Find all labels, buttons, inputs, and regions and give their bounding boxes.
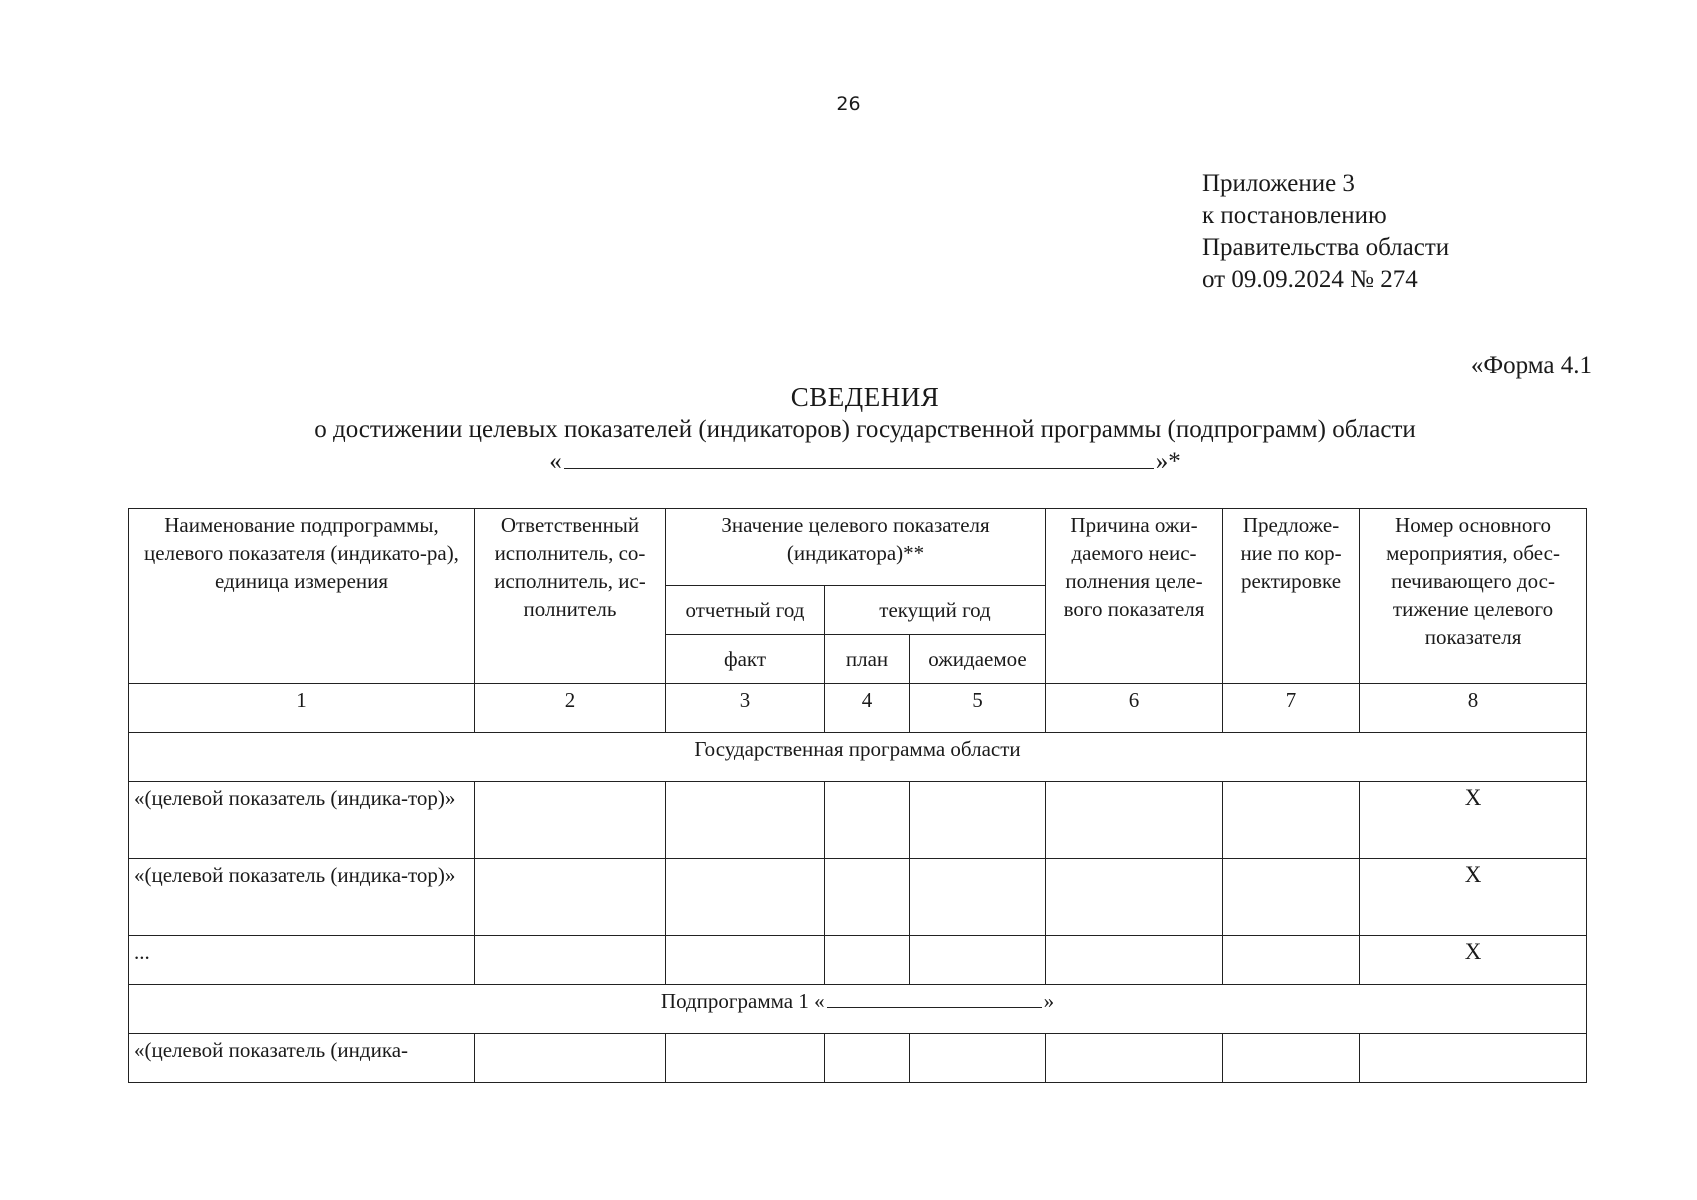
column-number: 6 xyxy=(1046,684,1223,733)
table-cell xyxy=(1223,936,1360,985)
table-cell xyxy=(825,1034,910,1083)
indicator-name: «(целевой показатель (индика-тор)» xyxy=(129,782,475,859)
table-cell xyxy=(910,859,1046,936)
column-number: 8 xyxy=(1360,684,1587,733)
not-applicable-mark: X xyxy=(1360,782,1587,859)
table-cell xyxy=(1360,1034,1587,1083)
table-cell xyxy=(666,859,825,936)
table-cell xyxy=(1223,782,1360,859)
indicator-name: ... xyxy=(129,936,475,985)
column-number: 2 xyxy=(475,684,666,733)
column-number: 1 xyxy=(129,684,475,733)
header-fact: факт xyxy=(666,635,825,684)
header-plan: план xyxy=(825,635,910,684)
table-cell xyxy=(666,1034,825,1083)
blank-underline xyxy=(827,989,1042,1008)
table-row xyxy=(129,936,1587,985)
quote-open: « xyxy=(549,448,562,475)
header-report-year: отчетный год xyxy=(666,586,825,635)
table-cell xyxy=(666,782,825,859)
table-cell xyxy=(825,782,910,859)
table-row xyxy=(129,859,1587,936)
header-measure-number: Номер основного мероприятия, обес-печивающего дос-тижение целевого показателя xyxy=(1360,509,1587,684)
approval-line: к постановлению xyxy=(1202,202,1387,229)
document-title: СВЕДЕНИЯ xyxy=(790,382,940,412)
table-cell xyxy=(1046,859,1223,936)
approval-line: Правительства области xyxy=(1202,234,1450,261)
approval-block xyxy=(1202,168,1449,296)
header-current-year: текущий год xyxy=(825,586,1046,635)
table-row xyxy=(129,782,1587,859)
column-number: 5 xyxy=(910,684,1046,733)
header-reason: Причина ожи-даемого неис-полнения целе-вого показателя xyxy=(1046,509,1223,684)
column-number: 4 xyxy=(825,684,910,733)
column-number: 3 xyxy=(666,684,825,733)
table-cell xyxy=(475,782,666,859)
table-row xyxy=(129,1034,1587,1083)
table-cell xyxy=(910,936,1046,985)
blank-underline xyxy=(564,446,1154,469)
table-cell xyxy=(666,936,825,985)
header-expected: ожидаемое xyxy=(910,635,1046,684)
table-cell xyxy=(1046,936,1223,985)
table-cell xyxy=(1223,1034,1360,1083)
column-numbers-row xyxy=(129,684,1587,733)
indicators-table xyxy=(128,508,1587,1083)
table-cell xyxy=(1046,782,1223,859)
not-applicable-mark: X xyxy=(1360,859,1587,936)
program-name-blank xyxy=(0,446,1697,476)
table-cell xyxy=(825,936,910,985)
table-cell xyxy=(825,859,910,936)
table-cell xyxy=(475,859,666,936)
table-cell xyxy=(910,782,1046,859)
subprogram-suffix: » xyxy=(1043,989,1055,1013)
header-name: Наименование подпрограммы, целевого показателя (индикато-ра), единица измерения xyxy=(129,509,475,684)
table-cell xyxy=(1223,859,1360,936)
form-label: «Форма 4.1 xyxy=(1470,352,1592,379)
quote-close: »* xyxy=(1155,448,1181,475)
table-cell xyxy=(910,1034,1046,1083)
indicator-name: «(целевой показатель (индика- xyxy=(129,1034,475,1083)
approval-line: Приложение 3 xyxy=(1202,170,1355,197)
section-subprogram xyxy=(129,985,1587,1034)
section-state-program: Государственная программа области xyxy=(129,733,1587,782)
indicator-name: «(целевой показатель (индика-тор)» xyxy=(129,859,475,936)
header-proposal: Предложе-ние по кор-ректировке xyxy=(1223,509,1360,684)
approval-line: от 09.09.2024 № 274 xyxy=(1202,266,1418,293)
table-cell xyxy=(1046,1034,1223,1083)
subprogram-prefix: Подпрограмма 1 « xyxy=(660,989,825,1013)
table-cell xyxy=(475,936,666,985)
header-indicator-value: Значение целевого показателя (индикатора)** xyxy=(666,509,1046,586)
table-cell xyxy=(475,1034,666,1083)
column-number: 7 xyxy=(1223,684,1360,733)
page-number: 26 xyxy=(836,93,861,115)
not-applicable-mark: X xyxy=(1360,936,1587,985)
header-executor: Ответственный исполнитель, со-исполнитель, ис-полнитель xyxy=(475,509,666,684)
document-subtitle: о достижении целевых показателей (индикаторов) государственной программы (подпрограмм) области xyxy=(314,416,1416,443)
